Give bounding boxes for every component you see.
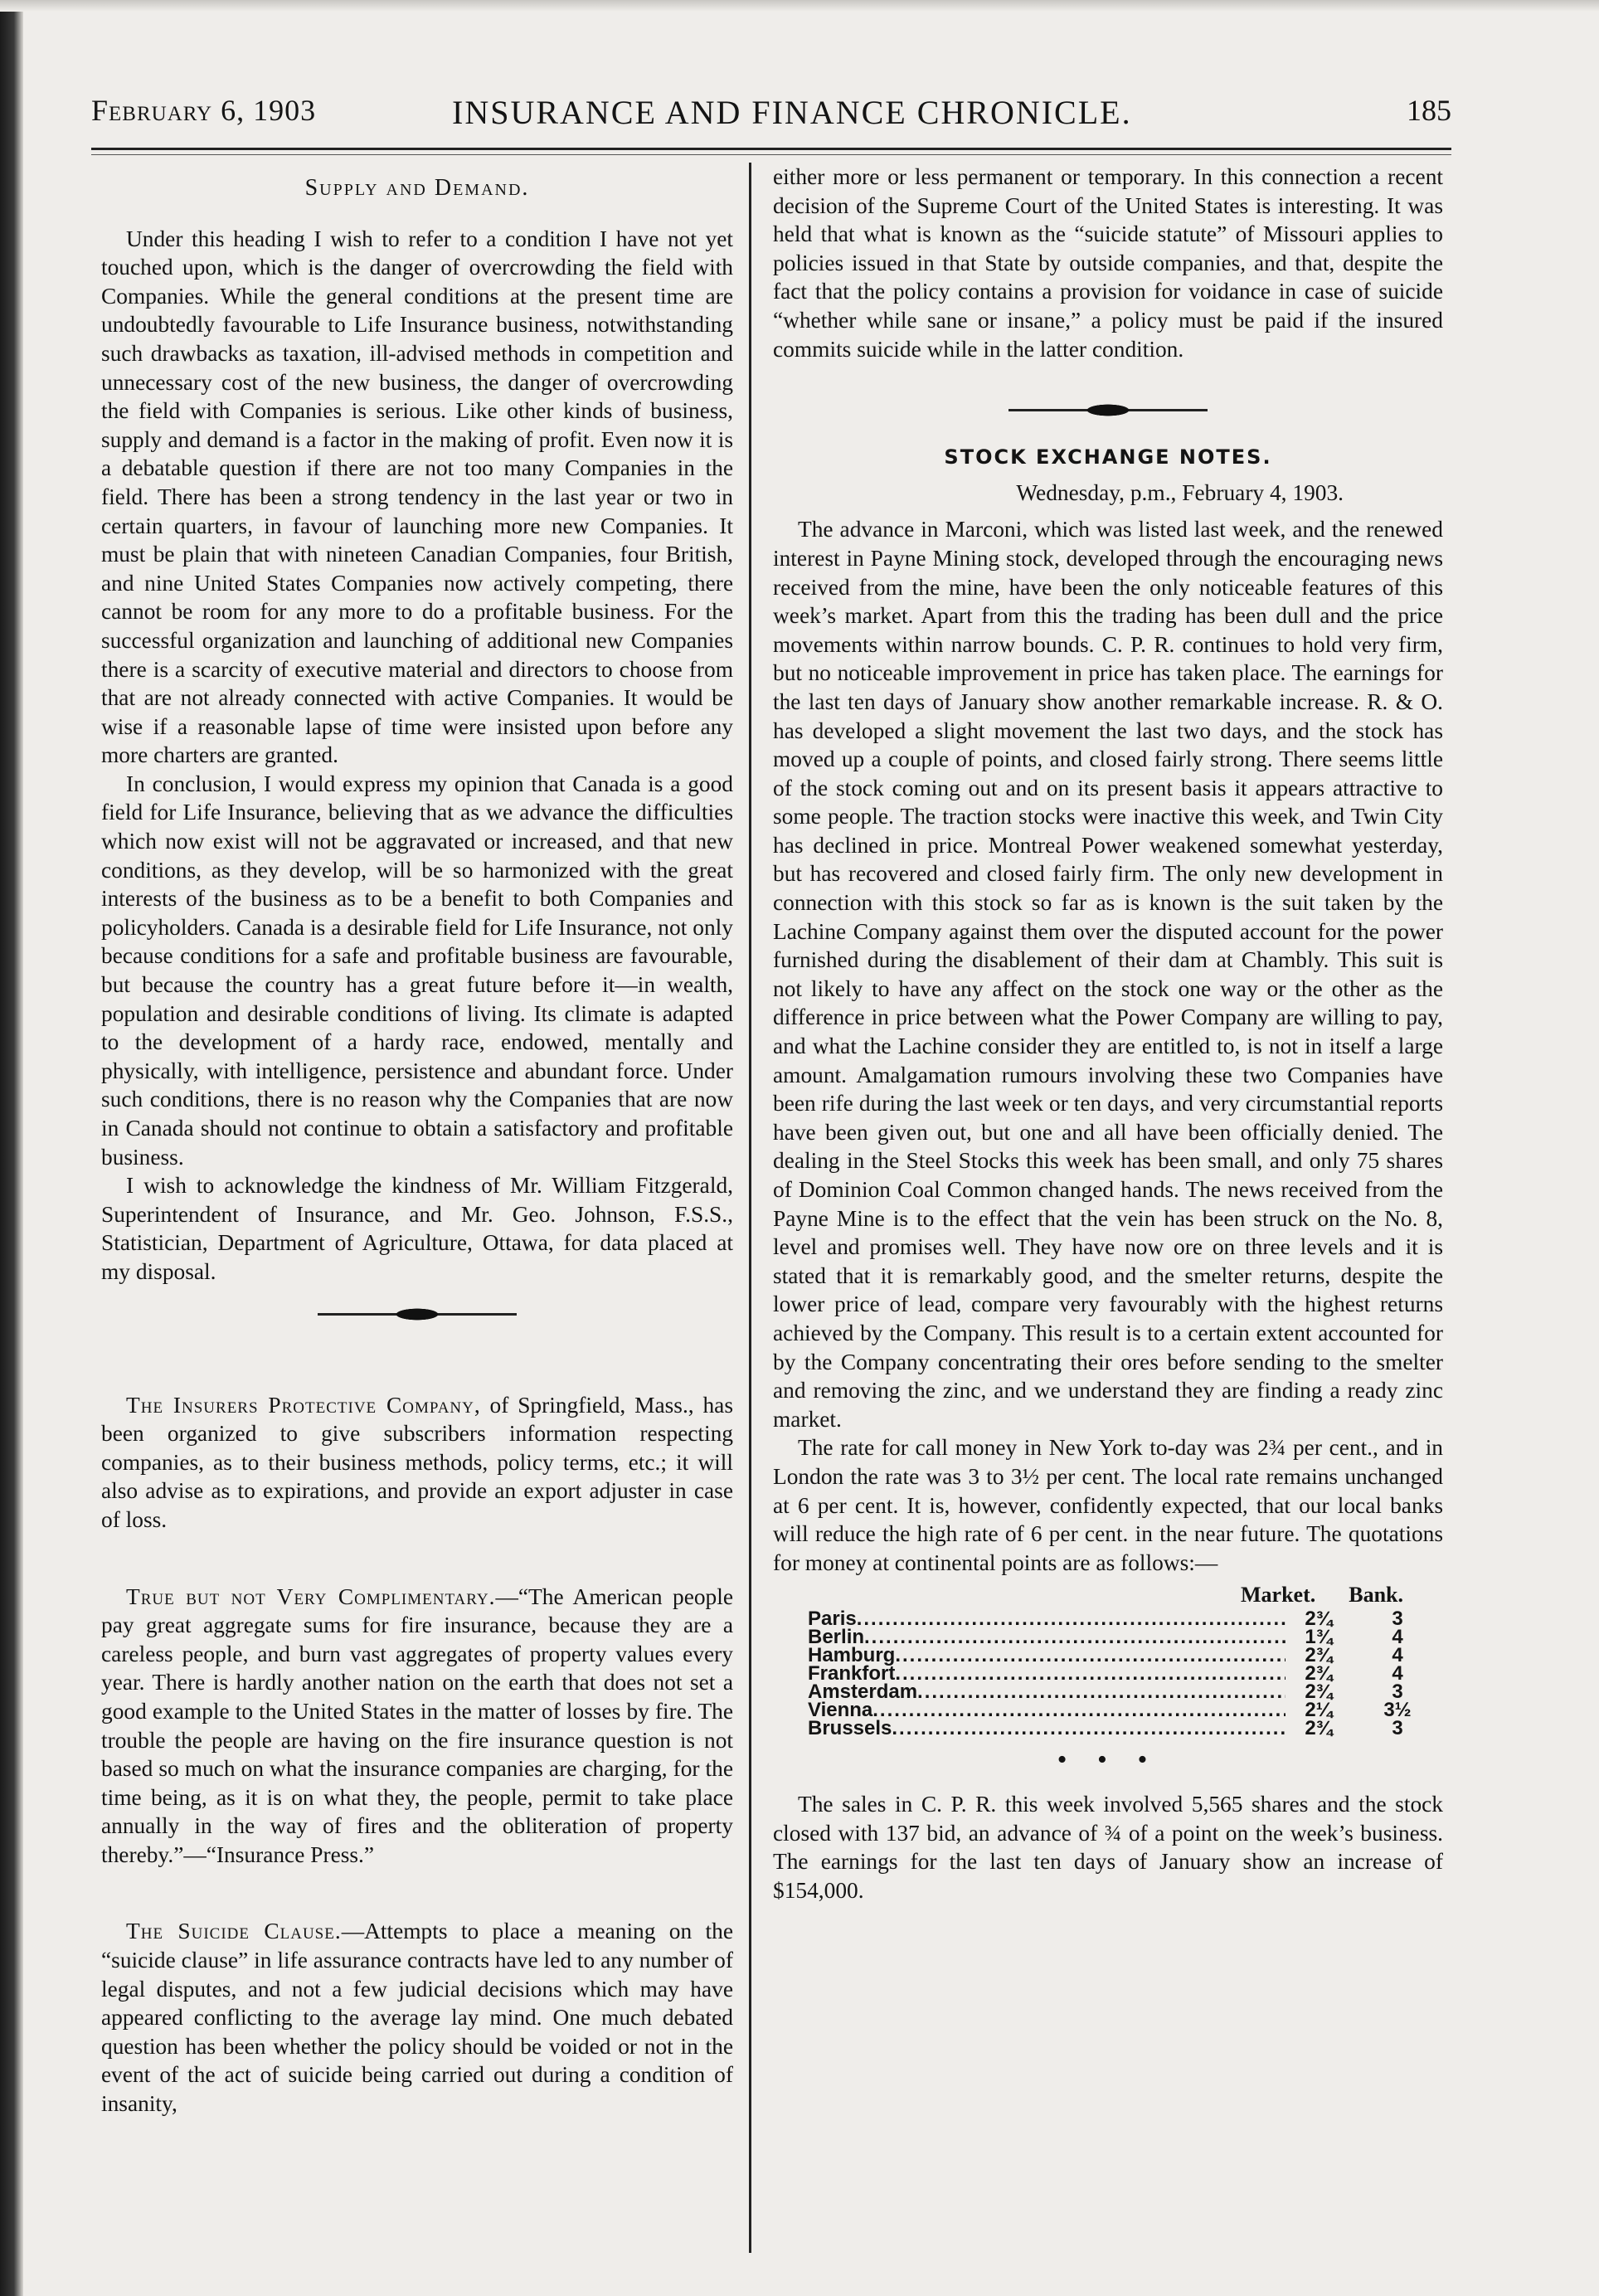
rate-bank: 3½ — [1383, 1699, 1412, 1722]
rate-market: 1¾ — [1305, 1626, 1333, 1649]
rates-header-bank: Bank. — [1349, 1583, 1403, 1608]
supply-demand-paragraph-3: I wish to acknowledge the kindness of Mr. William Fitzgerald, Superintendent of Insurance, and Mr. Geo. Johnson, F.S.S., Statistician, Department of Agriculture, Ottawa, for data placed at my disposal. — [101, 1173, 733, 1284]
dot-leader — [917, 1683, 1286, 1701]
stock-paragraph-2: The rate for call money in New York to-day was 2¾ per cent., and in London the rate was 3 to 3½ per cent. The local rate remains unchanged at 6 per cent. It is, however, confidently expected, that our local banks will reduce the high rate of 6 per cent. in the near future. The quotations for money at continental points are as follows:— — [773, 1435, 1443, 1575]
page-header — [91, 93, 1451, 134]
true-body: —“The American people pay great aggregate sums for fire insurance, because they are a careless people, and burn vast aggregates of property values every year. There is hardly another nation on the earth that does not set a good example to the United States in the matter of losses by fire. The trouble the people are having on the fire insurance question is not based so much on what the insurance companies are charging, for the time being, as it is on what they, the people, permit to take place annually in the way of fires and the obliteration of property thereby.”—“Insurance Press.” — [101, 1583, 734, 1867]
rate-city: Brussels — [808, 1717, 892, 1740]
header-date: February 6, 1903 — [91, 94, 317, 127]
stock-exchange-date: Wednesday, p.m., February 4, 1903. — [1016, 479, 1344, 505]
dot-leader — [857, 1610, 1286, 1628]
rate-row — [808, 1681, 1443, 1704]
stock-paragraph-3: The sales in C. P. R. this week involved 5,565 shares and the stock closed with 137 bid, an advance of ¾ of a point on the week’s business. The earnings for the last ten days of January show an increase of $154,000. — [773, 1791, 1443, 1903]
rate-market: 2¾ — [1305, 1644, 1333, 1667]
supply-demand-paragraph-1: Under this heading I wish to refer to a condition I have not yet touched upon, which is the danger of overcrowding the field with Companies. While the general conditions at the present time are undoubtedly favourable to Life Insurance business, notwithstanding such drawbacks as taxation, ill-advised methods in competition and unnecessary cost of the new business, the danger of overcrowding the field with Companies is serious. Like other kinds of business, supply and demand is a factor in the making of profit. Even now it is a debatable question if there are not too many Companies in the field. There has been a strong tendency in the last year or two in certain quarters, in favour of launching more new Companies. It must be plain that with nineteen Canadian Companies, four British, and nine United States Companies now actively competing, there cannot be room for any more to do a profitable business. For the successful organization and launching of additional new Companies there is a scarcity of executive material and directors to choose from that are not already connected with active Companies. It would be wise if a reasonable lapse of time were insisted upon before any more charters are granted. — [101, 226, 733, 768]
true-lead: True but not Very Complimentary. — [126, 1583, 496, 1609]
rate-bank: 3 — [1392, 1681, 1403, 1704]
rate-bank: 4 — [1392, 1662, 1403, 1686]
stock-paragraph-1: The advance in Marconi, which was listed last week, and the renewed interest in Payne Mining stock, developed through the encouraging news received from the mine, have been the only noticeable features of this week’s market. Apart from this the trading has been dull and the price movements within narrow bounds. C. P. R. continues to hold very firm, but no noticeable improvement in price has taken place. The earnings for the last ten days of January show another remarkable increase. R. & O. has developed a slight movement the last two days, and the stock has moved up a couple of points, and closed fairly strong. There seems little of the stock coming out and on its present basis it appears attractive to some people. The traction stocks were inactive this week, and Twin City has declined in price. Montreal Power weakened somewhat yesterday, but has recovered and closed fairly firm. The only new development in connection with this stock so far as is known is the suit taken by the Lachine Company against them over the disputed account for the power furnished during the disablement of their dam at Chambly. This suit is not likely to have any affect on the stock one way or the other as the difference in price between what the Power Company are willing to pay, and what the Lachine consider they are entitled to, is not in itself a large amount. Amalgamation rumours involving these two Companies have been rife during the last week or ten days, and very circumstantial reports have been given out, but one and all have been officially denied. The dealing in the Steel Stocks this week has been small, and only 75 shares of Dominion Coal Common changed hands. The news received from the Payne Mine is to the effect that the vein has been struck on the No. 8, level and promises well. They have now ore on three levels and it is stated that it is remarkably good, and the smelter returns, despite the lower price of lead, compare very favourably with the highest returns achieved by the Company. This result is to a certain extent accounted for by the Company concentrating their ores before sending to the smelter and removing the zinc, and we understand they are finding a ready zinc market. — [773, 517, 1443, 1432]
money-rates-table — [808, 1583, 1443, 1738]
page-number: 185 — [1407, 94, 1451, 127]
rate-city: Hamburg — [808, 1644, 896, 1667]
header-rule — [91, 148, 1451, 150]
right-column — [773, 163, 1443, 1904]
dot-leader — [895, 1647, 1286, 1665]
suicide-lead: The Suicide Clause. — [126, 1919, 342, 1944]
rate-bank: 4 — [1392, 1644, 1403, 1667]
rate-city: Frankfort — [808, 1662, 896, 1686]
stock-exchange-heading: STOCK EXCHANGE NOTES. — [944, 445, 1272, 469]
rate-city: Amsterdam — [808, 1681, 918, 1704]
ornament-rule-icon — [318, 1313, 517, 1316]
section-ornament-right — [773, 382, 1443, 438]
rate-market: 2¾ — [1305, 1608, 1333, 1631]
header-title: INSURANCE AND FINANCE CHRONICLE. — [452, 94, 1132, 131]
column-divider — [749, 163, 751, 2253]
header-rule-thin — [91, 154, 1451, 155]
dot-leader — [895, 1665, 1286, 1683]
dot-leader — [892, 1720, 1286, 1738]
page-edge-shadow — [0, 0, 23, 2296]
rate-city: Paris — [808, 1608, 857, 1631]
rate-row — [808, 1717, 1443, 1740]
rates-header-market: Market. — [1240, 1583, 1316, 1608]
rate-city: Vienna — [808, 1699, 873, 1722]
section-ornament — [101, 1287, 733, 1343]
rate-city: Berlin — [808, 1626, 865, 1649]
suicide-body: —Attempts to place a meaning on the “suicide clause” in life assurance contracts have led to any number of legal disputes, and not a few judicial decisions which may have appeared conflicting to the average lay mind. One much debated question has been whether the policy should be voided or not in the event of the act of suicide being carried out during a condition of insanity, — [101, 1919, 733, 2117]
suicide-clause-continued: either more or less permanent or temporary. In this connection a recent decision of the Supreme Court of the United States is interesting. It was held that what is known as the “suicide statute” of Missouri applies to policies issued in that State by outside companies, and that, despite the fact that the policy contains a provision for voidance in case of suicide “whether while sane or insane,” a policy must be paid if the insured commits suicide while in the latter condition. — [773, 164, 1443, 362]
separator-dots: • • • — [1057, 1744, 1159, 1776]
suicide-clause-paragraph — [101, 1917, 733, 2118]
rate-market: 2¾ — [1305, 1662, 1333, 1686]
rate-bank: 4 — [1392, 1626, 1403, 1649]
rate-bank: 3 — [1392, 1717, 1403, 1740]
insurers-protective-paragraph — [101, 1391, 733, 1535]
rate-row — [808, 1628, 1443, 1647]
dot-leader — [864, 1628, 1286, 1647]
left-column — [101, 163, 733, 2118]
supply-demand-paragraph-2: In conclusion, I would express my opinion that Canada is a good field for Life Insurance, believing that as we advance the difficulties which now exist will not be aggravated or increased, and that new conditions, as they develop, will be so harmonized with the great interests of the business as to be a benefit to both Companies and policyholders. Canada is a desirable field for Life Insurance, not only because conditions for a safe and profitable business are favourable, but because the country has a great future before it—in wealth, population and desirable conditions of living. Its climate is adapted to the development of a hardy race, endowed, mentally and physically, with intelligence, persistence and abundant force. Under such conditions, there is no reason why the Companies that are now in Canada should not continue to obtain a satisfactory and profitable business. — [101, 771, 733, 1170]
supply-demand-heading: Supply and Demand. — [304, 175, 530, 201]
rate-market: 2¼ — [1305, 1699, 1333, 1722]
insurers-body: of Springfield, Mass., has been organized to give subscribers information respecting companies, as to their business methods, policy terms, etc.; it will also advise as to expirations, and provide an export adjuster in case of loss. — [101, 1392, 733, 1532]
true-not-complimentary-paragraph — [101, 1583, 733, 1870]
insurers-lead: The Insurers Protective Company, — [126, 1392, 481, 1418]
rate-bank: 3 — [1392, 1608, 1403, 1631]
rates-header-row — [808, 1583, 1443, 1607]
rate-row — [808, 1644, 1443, 1667]
page-top-edge — [0, 0, 1599, 12]
rate-row — [808, 1701, 1443, 1720]
ornament-rule-icon — [1008, 409, 1208, 411]
rate-market: 2¾ — [1305, 1681, 1333, 1704]
dot-leader — [872, 1701, 1286, 1720]
rates-rows — [808, 1610, 1443, 1738]
rate-row — [808, 1608, 1443, 1631]
rate-market: 2¾ — [1305, 1717, 1333, 1740]
